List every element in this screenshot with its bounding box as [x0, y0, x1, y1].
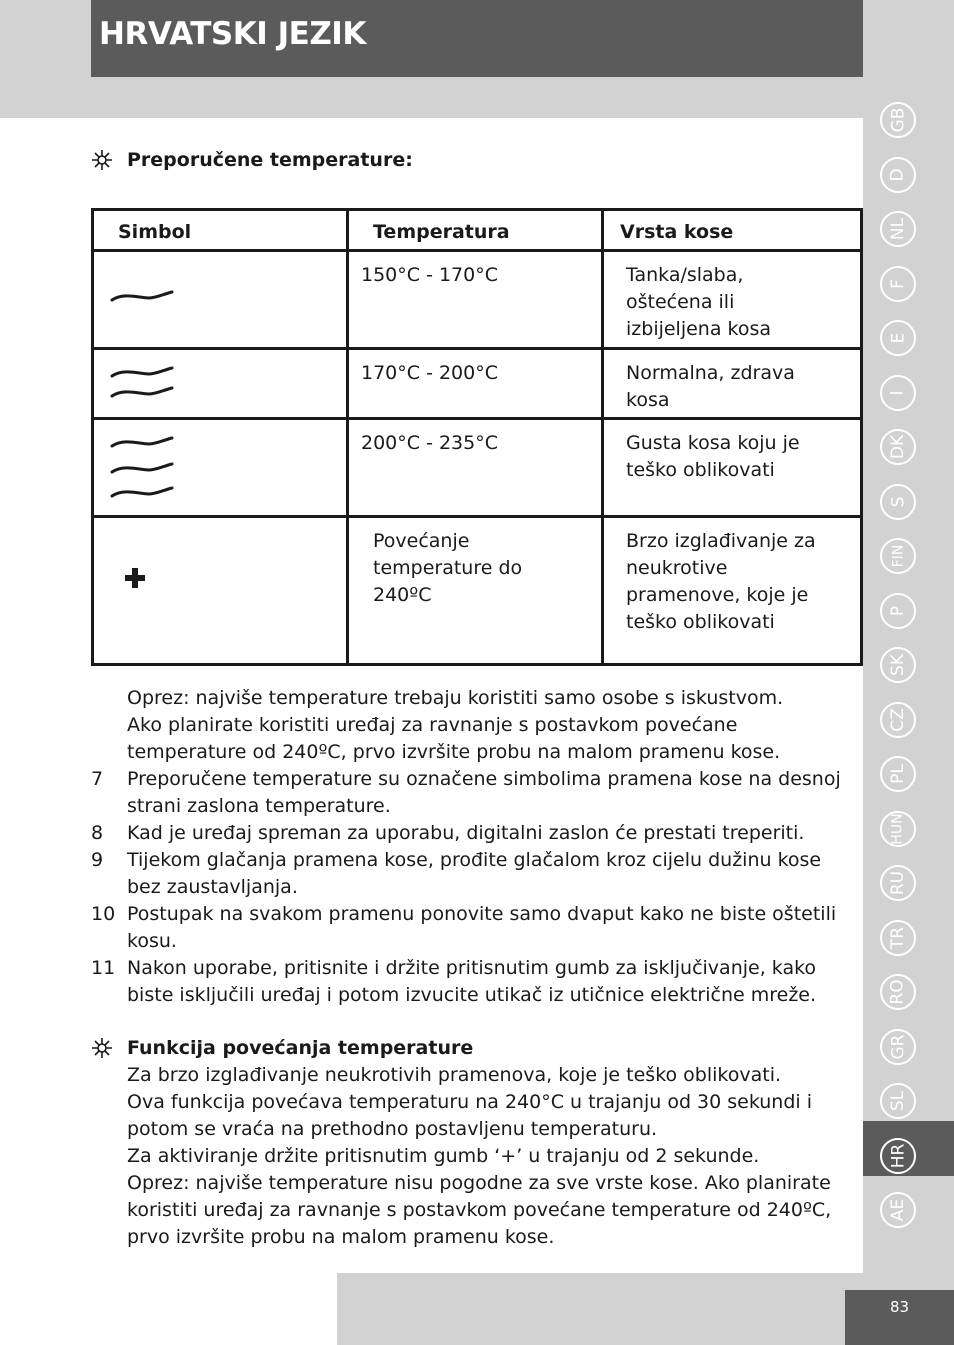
- temperature-table: [91, 208, 863, 666]
- language-tab-i[interactable]: I: [880, 375, 916, 411]
- language-tab-gr[interactable]: GR: [880, 1029, 916, 1065]
- plus-icon: [94, 518, 174, 658]
- hair-type-cell: Tanka/slaba, oštećena ili izbijeljena kosa: [603, 251, 862, 349]
- list-item: 8 Kad je uređaj spreman za uporabu, digitalni zaslon će prestati treperiti.: [91, 822, 805, 844]
- star-icon: [91, 149, 113, 171]
- language-tab-dk[interactable]: DK: [880, 429, 916, 465]
- language-tab-cz[interactable]: CZ: [880, 702, 916, 738]
- language-tab-sk[interactable]: SK: [880, 647, 916, 683]
- temp-cell: 170°C - 200°C: [348, 349, 603, 419]
- star-icon: [91, 1037, 113, 1059]
- footer-gap: [0, 1273, 337, 1345]
- language-tab-gb[interactable]: GB: [880, 102, 916, 138]
- language-tab-fin[interactable]: FIN: [880, 538, 916, 574]
- language-tab-pl[interactable]: PL: [880, 756, 916, 792]
- language-tab-sl[interactable]: SL: [880, 1083, 916, 1119]
- header-bar: [91, 0, 863, 77]
- table-row: [93, 517, 862, 665]
- language-tab-f[interactable]: F: [880, 266, 916, 302]
- page-title: HRVATSKI JEZIK: [99, 16, 366, 52]
- page-number: 83: [889, 1298, 910, 1316]
- language-tab-d[interactable]: D: [880, 157, 916, 193]
- symbol-cell: [93, 517, 348, 665]
- language-tab-ru[interactable]: RU: [880, 865, 916, 901]
- language-tab-ro[interactable]: RO: [880, 974, 916, 1010]
- language-tab-nl[interactable]: NL: [880, 211, 916, 247]
- temp-cell: Povećanje temperature do 240ºC: [348, 517, 603, 665]
- boost-function-section: Funkcija povećanja temperature Za brzo izglađivanje neukrotivih pramenova, koje je teško oblikovati. Ova funkcija povećava temperaturu na 240°C u trajanju od 30 sekundi i potom se vraća na prethodno postavljenu temperaturu. Za aktiviranje držite pritisnutim gumb ‘+’ u trajanju od 2 sekunde. Oprez: najviše temperature nisu pogodne za sve vrste kose. Ako planirate koristiti uređaj za ravnanje s postavkom povećane temperature od 240ºC, prvo izvršite probu na malom pramenu kose.: [127, 1035, 847, 1251]
- language-tab-hun[interactable]: HUN: [880, 811, 916, 847]
- hair-type-cell: Normalna, zdrava kosa: [603, 349, 862, 419]
- list-item: 9 Tijekom glačanja pramena kose, prođite glačalom kroz cijelu dužinu kose bez zaustavljanja.: [91, 849, 822, 898]
- language-tab-s[interactable]: S: [880, 484, 916, 520]
- three-wave-icon: [94, 420, 174, 510]
- hair-type-cell: Brzo izglađivanje za neukrotive pramenove, koje je teško oblikovati: [603, 517, 862, 665]
- table-header-cell: Vrsta kose: [603, 210, 862, 251]
- temp-cell: 200°C - 235°C: [348, 419, 603, 517]
- table-row: [93, 251, 862, 349]
- section-heading-boost: Funkcija povećanja temperature: [127, 1037, 474, 1059]
- list-item: 11 Nakon uporabe, pritisnite i držite pritisnutim gumb za isključivanje, kako biste isključili uređaj i potom izvucite utikač iz utičnice električne mreže.: [91, 957, 817, 1006]
- language-tab-tr[interactable]: TR: [880, 920, 916, 956]
- symbol-cell: [93, 419, 348, 517]
- one-wave-icon: [94, 252, 174, 342]
- table-header-cell: Temperatura: [348, 210, 603, 251]
- two-wave-icon: [94, 350, 174, 412]
- language-tab-ae[interactable]: AE: [880, 1192, 916, 1228]
- symbol-cell: [93, 349, 348, 419]
- symbol-cell: [93, 251, 348, 349]
- table-header-cell: Simbol: [93, 210, 348, 251]
- page-number-box: [845, 1290, 954, 1345]
- language-tab-p[interactable]: P: [880, 593, 916, 629]
- hair-type-cell: Gusta kosa koju je teško oblikovati: [603, 419, 862, 517]
- language-tab-e[interactable]: E: [880, 320, 916, 356]
- temp-cell: 150°C - 170°C: [348, 251, 603, 349]
- list-item: 7 Preporučene temperature su označene simbolima pramena kose na desnoj strani zaslona temperature.: [91, 768, 841, 817]
- table-header-row: [93, 210, 862, 251]
- table-row: [93, 419, 862, 517]
- list-item: 10 Postupak na svakom pramenu ponovite samo dvaput kako ne biste oštetili kosu.: [91, 903, 837, 952]
- caution-paragraph: Oprez: najviše temperature trebaju koristiti samo osobe s iskustvom. Ako planirate koristiti uređaj za ravnanje s postavkom povećane temperature od 240ºC, prvo izvršite probu na malom pramenu kose.: [127, 687, 784, 763]
- table-row: [93, 349, 862, 419]
- section-heading-temperatures: Preporučene temperature:: [127, 149, 413, 171]
- language-tab-hr[interactable]: HR: [880, 1138, 916, 1174]
